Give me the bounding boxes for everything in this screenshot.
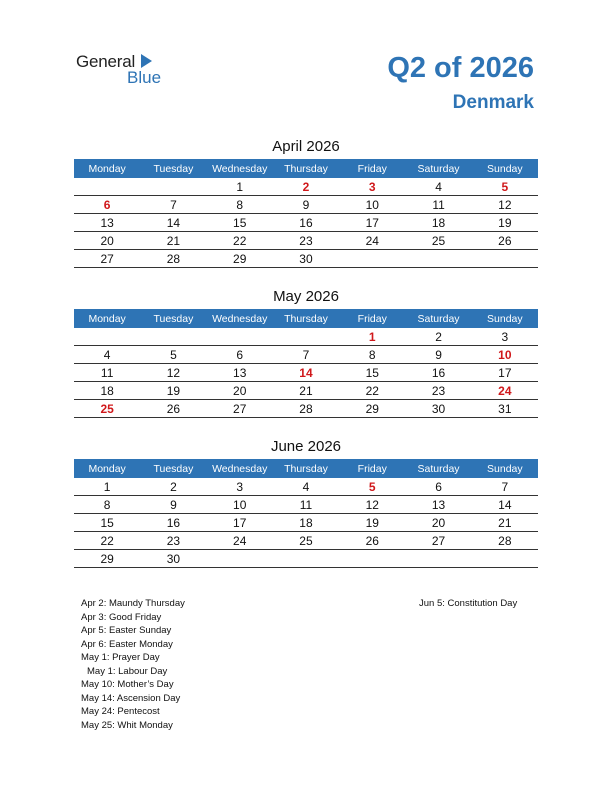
holiday-day-cell: 10	[472, 346, 538, 364]
holiday-day-cell: 2	[273, 178, 339, 196]
day-cell	[273, 550, 339, 568]
day-cell: 9	[140, 496, 206, 514]
holiday-note: May 14: Ascension Day	[81, 692, 181, 704]
weekday-header: Wednesday	[207, 459, 273, 478]
week-row	[74, 178, 538, 196]
week-row	[74, 550, 538, 568]
day-cell: 16	[273, 214, 339, 232]
day-cell: 16	[405, 364, 471, 382]
day-cell: 6	[207, 346, 273, 364]
day-cell: 4	[405, 178, 471, 196]
day-cell: 3	[472, 328, 538, 346]
weekday-header: Friday	[339, 459, 405, 478]
day-cell: 31	[472, 400, 538, 418]
day-cell: 7	[273, 346, 339, 364]
day-cell: 11	[273, 496, 339, 514]
month-may	[74, 287, 538, 418]
day-cell	[207, 550, 273, 568]
holiday-list-left	[81, 597, 185, 732]
holiday-day-cell: 6	[74, 196, 140, 214]
week-row	[74, 232, 538, 250]
logo-word-blue: Blue	[127, 68, 162, 87]
weekday-header: Wednesday	[207, 309, 273, 328]
weekday-header: Tuesday	[140, 459, 206, 478]
day-cell: 28	[140, 250, 206, 268]
day-cell: 21	[140, 232, 206, 250]
holiday-note: May 24: Pentecost	[81, 706, 160, 717]
day-cell: 24	[339, 232, 405, 250]
day-cell: 2	[140, 478, 206, 496]
day-cell: 19	[339, 514, 405, 532]
day-cell: 18	[74, 382, 140, 400]
day-cell: 22	[207, 232, 273, 250]
day-cell: 7	[472, 478, 538, 496]
weekday-header: Monday	[74, 309, 140, 328]
day-cell: 15	[207, 214, 273, 232]
week-row	[74, 196, 538, 214]
week-row	[74, 346, 538, 364]
day-cell: 28	[472, 532, 538, 550]
weekday-header: Friday	[339, 309, 405, 328]
month-title: May 2026	[273, 288, 339, 305]
day-cell: 4	[74, 346, 140, 364]
day-cell	[472, 550, 538, 568]
weekday-header: Monday	[74, 159, 140, 178]
day-cell: 7	[140, 196, 206, 214]
day-cell	[339, 250, 405, 268]
day-cell	[339, 550, 405, 568]
page-title: Q2 of 2026	[387, 52, 534, 84]
holiday-note: Apr 5: Easter Sunday	[81, 625, 172, 636]
weekday-header: Saturday	[405, 459, 471, 478]
day-cell: 28	[273, 400, 339, 418]
day-cell: 26	[472, 232, 538, 250]
day-cell: 12	[140, 364, 206, 382]
day-cell: 23	[405, 382, 471, 400]
holiday-note: Apr 2: Maundy Thursday	[81, 598, 185, 609]
weekday-header: Tuesday	[140, 159, 206, 178]
week-row	[74, 496, 538, 514]
day-cell: 25	[405, 232, 471, 250]
weekday-header: Monday	[74, 459, 140, 478]
day-cell: 12	[472, 196, 538, 214]
holiday-note: May 1: Prayer Day	[81, 652, 160, 663]
calendar-grid	[74, 309, 538, 418]
holiday-note: May 25: Whit Monday	[81, 719, 173, 731]
week-row	[74, 328, 538, 346]
day-cell: 17	[472, 364, 538, 382]
day-cell: 17	[339, 214, 405, 232]
weekday-header-row	[74, 159, 538, 178]
week-row	[74, 382, 538, 400]
weekday-header: Sunday	[472, 459, 538, 478]
month-june	[74, 437, 538, 568]
day-cell: 8	[74, 496, 140, 514]
day-cell: 13	[74, 214, 140, 232]
weekday-header: Sunday	[472, 309, 538, 328]
month-april	[74, 137, 538, 268]
holiday-day-cell: 1	[339, 328, 405, 346]
logo-flag-icon	[141, 54, 152, 68]
day-cell: 29	[339, 400, 405, 418]
day-cell: 21	[472, 514, 538, 532]
weekday-header-row	[74, 459, 538, 478]
holiday-day-cell: 3	[339, 178, 405, 196]
day-cell	[74, 178, 140, 196]
weekday-header: Friday	[339, 159, 405, 178]
country-name: Denmark	[452, 92, 534, 113]
day-cell: 4	[273, 478, 339, 496]
day-cell	[405, 550, 471, 568]
day-cell: 29	[207, 250, 273, 268]
day-cell: 20	[74, 232, 140, 250]
logo-word-general: General	[76, 52, 136, 71]
day-cell: 17	[207, 514, 273, 532]
day-cell: 15	[339, 364, 405, 382]
week-row	[74, 532, 538, 550]
day-cell	[405, 250, 471, 268]
weekday-header: Thursday	[273, 159, 339, 178]
holiday-list-right	[419, 597, 517, 611]
day-cell: 18	[405, 214, 471, 232]
day-cell: 6	[405, 478, 471, 496]
day-cell: 22	[339, 382, 405, 400]
day-cell: 14	[472, 496, 538, 514]
day-cell: 23	[273, 232, 339, 250]
day-cell: 20	[405, 514, 471, 532]
day-cell	[207, 328, 273, 346]
holiday-note: May 10: Mother’s Day	[81, 679, 174, 690]
week-row	[74, 364, 538, 382]
holiday-day-cell: 24	[472, 382, 538, 400]
day-cell	[273, 328, 339, 346]
day-cell: 14	[140, 214, 206, 232]
day-cell: 11	[74, 364, 140, 382]
holiday-day-cell: 25	[74, 400, 140, 418]
day-cell: 30	[273, 250, 339, 268]
day-cell: 1	[74, 478, 140, 496]
logo	[76, 52, 176, 88]
holiday-day-cell: 5	[339, 478, 405, 496]
holiday-day-cell: 14	[273, 364, 339, 382]
day-cell: 13	[405, 496, 471, 514]
weekday-header-row	[74, 309, 538, 328]
day-cell: 19	[140, 382, 206, 400]
day-cell: 9	[273, 196, 339, 214]
weekday-header: Tuesday	[140, 309, 206, 328]
day-cell: 10	[207, 496, 273, 514]
day-cell: 16	[140, 514, 206, 532]
day-cell: 2	[405, 328, 471, 346]
day-cell: 11	[405, 196, 471, 214]
day-cell: 22	[74, 532, 140, 550]
holiday-note: May 1: Labour Day	[87, 665, 168, 677]
week-row	[74, 400, 538, 418]
week-row	[74, 478, 538, 496]
day-cell: 26	[339, 532, 405, 550]
day-cell: 8	[339, 346, 405, 364]
day-cell: 24	[207, 532, 273, 550]
calendar-grid	[74, 159, 538, 268]
day-cell: 26	[140, 400, 206, 418]
weekday-header: Saturday	[405, 159, 471, 178]
day-cell	[472, 250, 538, 268]
holiday-day-cell: 5	[472, 178, 538, 196]
day-cell	[140, 178, 206, 196]
weekday-header: Thursday	[273, 309, 339, 328]
weekday-header: Sunday	[472, 159, 538, 178]
day-cell: 18	[273, 514, 339, 532]
day-cell: 21	[273, 382, 339, 400]
week-row	[74, 214, 538, 232]
day-cell: 10	[339, 196, 405, 214]
day-cell: 27	[207, 400, 273, 418]
day-cell: 13	[207, 364, 273, 382]
month-title: April 2026	[272, 138, 340, 155]
day-cell: 8	[207, 196, 273, 214]
holiday-note: Apr 3: Good Friday	[81, 611, 162, 623]
weekday-header: Saturday	[405, 309, 471, 328]
calendar-grid	[74, 459, 538, 568]
day-cell	[140, 328, 206, 346]
day-cell: 12	[339, 496, 405, 514]
week-row	[74, 514, 538, 532]
day-cell: 27	[405, 532, 471, 550]
day-cell: 5	[140, 346, 206, 364]
day-cell: 9	[405, 346, 471, 364]
weekday-header: Thursday	[273, 459, 339, 478]
day-cell: 20	[207, 382, 273, 400]
week-row	[74, 250, 538, 268]
weekday-header: Wednesday	[207, 159, 273, 178]
day-cell: 30	[140, 550, 206, 568]
day-cell: 27	[74, 250, 140, 268]
day-cell: 19	[472, 214, 538, 232]
day-cell: 15	[74, 514, 140, 532]
day-cell	[74, 328, 140, 346]
day-cell: 1	[207, 178, 273, 196]
day-cell: 23	[140, 532, 206, 550]
holiday-note: Jun 5: Constitution Day	[419, 598, 518, 609]
month-title: June 2026	[270, 438, 342, 455]
holiday-note: Apr 6: Easter Monday	[81, 638, 173, 650]
day-cell: 25	[273, 532, 339, 550]
day-cell: 30	[405, 400, 471, 418]
day-cell: 3	[207, 478, 273, 496]
day-cell: 29	[74, 550, 140, 568]
